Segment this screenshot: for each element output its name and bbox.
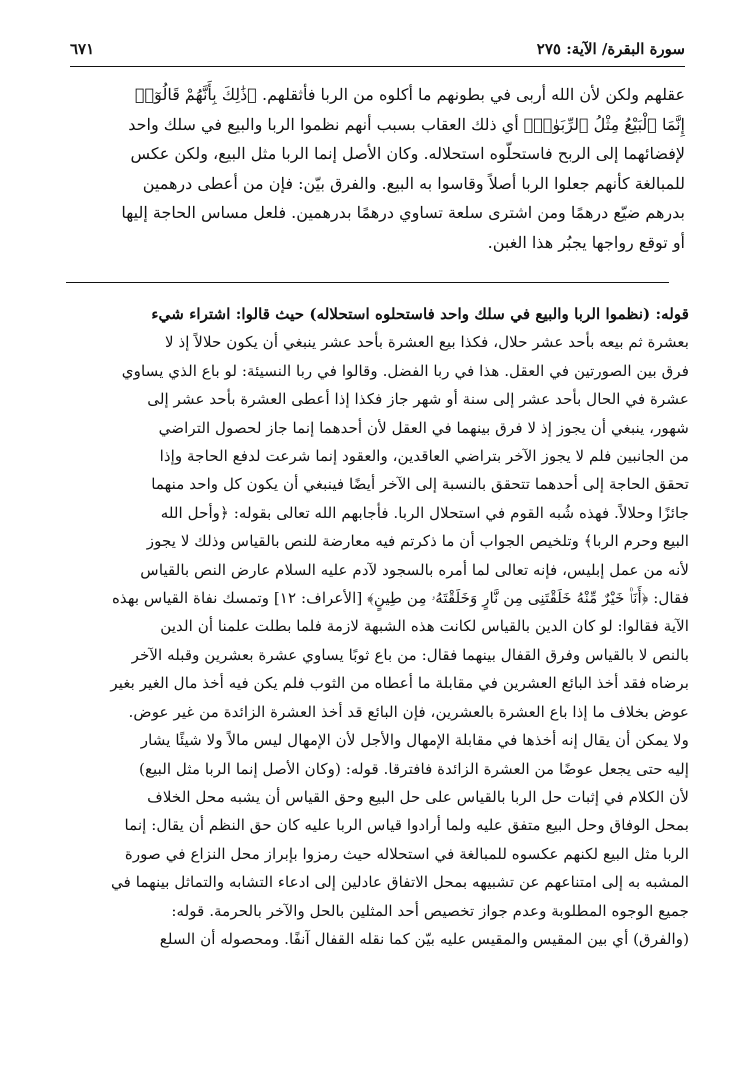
commentary-line: بالنص لا بالقياس وفرق القفال بينهما فقال: من باع ثوبًا يساوي عشرة بعشرين وقبله الآخر [131, 645, 689, 664]
footnote-separator [66, 282, 669, 283]
commentary-line: البيع وحرم الربا﴾ وتلخيص الجواب أن ما ذكرتم فيه معارضة للنص بالقياس وذلك لا يجوز [146, 532, 689, 551]
commentary-line: عوض بخلاف ما إذا باع العشرة بالعشرين، فإن البائع قد أخذ العشرة الزائدة من غير عوض. [128, 702, 689, 721]
main-line: أو توقع رواجها يجبُر هذا الغبن. [487, 232, 685, 252]
commentary-line: بعشرة ثم بيعه بأحد عشر حلال، فكذا بيع العشرة بأحد عشر ينبغي أن يكون حلالاً إذ لا [164, 333, 689, 352]
commentary-label: قوله: [655, 305, 689, 323]
commentary-paragraph [70, 300, 689, 953]
commentary-line: ولا يمكن أن يقال إنه أخذها في مقابلة الإمهال والأجل لأن الإمهال ليس مالاً ولا شيئًا يشار [140, 731, 689, 750]
commentary-line: إليه حتى يجعل عوضًا من العشرة الزائدة فافترقا. قوله: (وكان الأصل إنما الربا مثل البيع) [139, 759, 689, 778]
main-line: إِنَّمَا ٱلْبَيْعُ مِثْلُ ٱلرِّبَوٰا۟﴾ أي ذلك العقاب بسبب أنهم نظموا الربا والبيع في سلك واحد [128, 114, 685, 134]
main-line: للمبالغة كأنهم جعلوا الربا أصلاً وقاسوا به البيع. والفرق بيّن: فإن من أعطى درهمين [142, 173, 685, 193]
commentary [70, 300, 689, 953]
commentary-line: الآية فقالوا: لو كان الدين بالقياس لكانت هذه الشبهة لازمة فلما بطلت علمنا أن الدين [160, 617, 689, 636]
commentary-line: جائزًا وحلالاً. فهذه شُبه القوم في استحلال الربا. فأجابهم الله تعالى بقوله: ﴿وأحل الله [160, 503, 689, 522]
commentary-line: برضاه فقد أخذ البائع العشرين في مقابلة ما أعطاه من الثوب فلم يكن فيه أخذ مال الغير بغير [110, 674, 689, 693]
commentary-line: المشبه به إلى امتناعهم عن تشبيهه بمحل الاتفاق عادلين إلى ادعاء التشابه والتماثل بينهما في [110, 873, 689, 892]
surah-reference: سورة البقرة/ الآية: ٢٧٥ [536, 40, 685, 58]
page-header [70, 36, 685, 62]
commentary-line: فقال: ﴿أَنَا۠ خَيْرٌ مِّنْهُ خَلَقْتَنِى مِن نَّارٍ وَخَلَقْتَهُۥ مِن طِينٍ﴾ [الأعراف: ١٢] وتمسك نفاة القياس بهذه [111, 589, 689, 608]
commentary-line: عشرة في الحال بأحد عشر إلى سنة أو شهر جاز فكذا إذا أعطى العشرة بأحد عشر إلى [147, 390, 689, 409]
commentary-line: لأن الكلام في إثبات حل الربا بالقياس على حل البيع وحق القياس أن يشبه محل الخلاف [147, 787, 689, 806]
main-line: عقلهم ولكن لأن الله أربى في بطونهم ما أكلوه من الربا فأثقلهم. ﴿ذَٰلِكَ بِأَنَّهُمْ قَالُوٓا۟ [134, 85, 685, 104]
page-number: ٦٧١ [70, 40, 95, 58]
main-line: لإفضائهما إلى الربح فاستحلّوه استحلاله. وكان الأصل إنما الربا مثل البيع، ولكن عكس [130, 144, 685, 163]
commentary-line: شهور، ينبغي أن يجوز إذ لا فرق بينهما في العقل لأن أحدهما إنما جاز لحصول التراضي [158, 418, 689, 437]
commentary-line: جميع الوجوه المطلوبة وعدم جواز تخصيص أحد المثلين بالحل والآخر بالحرمة. قوله: [171, 901, 689, 920]
commentary-line: (والفرق) أي بين المقيس والمقيس عليه بيّن كما نقله القفال آنفًا. ومحصوله أن السلع [159, 929, 689, 948]
commentary-line: من الجانبين فلم لا يجوز الآخر بتراضي العاقدين، والعقود إنما شرعت لدفع الحاجة وإذا [159, 447, 689, 466]
commentary-line: بمحل الوفاق وحل البيع متفق عليه ولما أرادوا قياس الربا عليه كان حق النظم أن يقال: إنما [124, 816, 689, 835]
commentary-line: لأنه من عمل إبليس، فإنه تعالى لما أمره بالسجود لآدم عليه السلام عارض النص بالقياس [140, 560, 689, 579]
main-line: بدرهم ضيّع درهمًا ومن اشترى سلعة تساوي درهمًا بدرهمين. فلعل مساس الحاجة إليها [121, 203, 685, 222]
commentary-line: الربا مثل البيع لكنهم عكسوه للمبالغة في استحلاله حيث رمزوا بإبراز محل النزاع في صورة [124, 844, 689, 863]
main-paragraph [70, 80, 685, 257]
commentary-line [70, 300, 689, 328]
header-rule [70, 66, 685, 67]
main-text [70, 80, 685, 257]
commentary-line: فرق بين الصورتين في العقل. هذا في ربا الفضل. وقالوا في ربا النسيئة: لو باع الذي يساوي [121, 361, 689, 380]
commentary-heading: (نظموا الربا والبيع في سلك واحد فاستحلوه استحلاله) حيث قالوا: اشتراء شيء [151, 305, 656, 323]
commentary-line: تحقق الحاجة إلى أحدهما تتحقق بالنسبة إلى الآخر أيضًا فينبغي أن يكون كل واحد منهما [151, 475, 689, 494]
